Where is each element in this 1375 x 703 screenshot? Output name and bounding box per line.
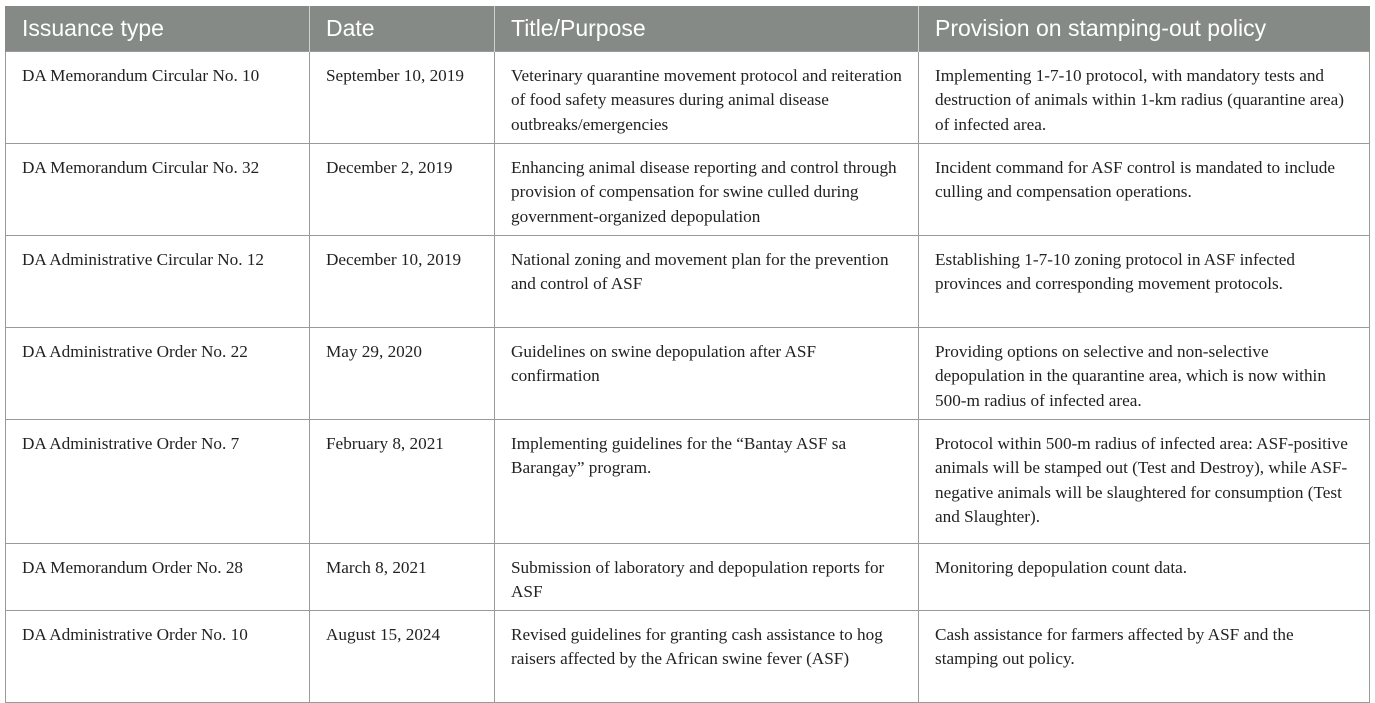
cell-title-purpose: National zoning and movement plan for the prevention and control of ASF	[495, 235, 919, 327]
header-date: Date	[310, 6, 495, 51]
cell-issuance-type: DA Memorandum Circular No. 10	[6, 51, 310, 143]
cell-issuance-type: DA Memorandum Circular No. 32	[6, 143, 310, 235]
header-row	[6, 6, 1370, 51]
cell-title-purpose: Implementing guidelines for the “Bantay ASF sa Barangay” program.	[495, 419, 919, 543]
cell-title-purpose: Veterinary quarantine movement protocol and reiteration of food safety measures during animal disease outbreaks/emergencies	[495, 51, 919, 143]
header-provision: Provision on stamping-out policy	[919, 6, 1370, 51]
table-row	[6, 143, 1370, 235]
table-row	[6, 327, 1370, 419]
cell-date: December 2, 2019	[310, 143, 495, 235]
cell-provision: Implementing 1-7-10 protocol, with mandatory tests and destruction of animals within 1-km radius (quarantine area) of infected area.	[919, 51, 1370, 143]
cell-date: December 10, 2019	[310, 235, 495, 327]
cell-provision: Establishing 1-7-10 zoning protocol in ASF infected provinces and corresponding movement protocols.	[919, 235, 1370, 327]
cell-provision: Monitoring depopulation count data.	[919, 543, 1370, 610]
cell-title-purpose: Revised guidelines for granting cash assistance to hog raisers affected by the African swine fever (ASF)	[495, 610, 919, 702]
cell-date: August 15, 2024	[310, 610, 495, 702]
cell-issuance-type: DA Administrative Order No. 10	[6, 610, 310, 702]
cell-issuance-type: DA Administrative Order No. 7	[6, 419, 310, 543]
table-body	[6, 51, 1370, 702]
cell-issuance-type: DA Administrative Order No. 22	[6, 327, 310, 419]
table-row	[6, 543, 1370, 610]
cell-provision: Protocol within 500-m radius of infected area: ASF-positive animals will be stamped out (Test and Destroy), while ASF-negative animals will be slaughtered for consumption (Test and Slaughter).	[919, 419, 1370, 543]
cell-issuance-type: DA Memorandum Order No. 28	[6, 543, 310, 610]
header-title-purpose: Title/Purpose	[495, 6, 919, 51]
cell-date: March 8, 2021	[310, 543, 495, 610]
cell-provision: Cash assistance for farmers affected by ASF and the stamping out policy.	[919, 610, 1370, 702]
cell-date: September 10, 2019	[310, 51, 495, 143]
table-row	[6, 419, 1370, 543]
cell-date: May 29, 2020	[310, 327, 495, 419]
table-row	[6, 51, 1370, 143]
cell-title-purpose: Enhancing animal disease reporting and control through provision of compensation for swine culled during government-organized depopulation	[495, 143, 919, 235]
table-row	[6, 610, 1370, 702]
cell-provision: Providing options on selective and non-selective depopulation in the quarantine area, which is now within 500-m radius of infected area.	[919, 327, 1370, 419]
cell-date: February 8, 2021	[310, 419, 495, 543]
cell-issuance-type: DA Administrative Circular No. 12	[6, 235, 310, 327]
policy-table	[5, 6, 1370, 703]
table-row	[6, 235, 1370, 327]
table-header	[6, 6, 1370, 51]
header-issuance-type: Issuance type	[6, 6, 310, 51]
cell-title-purpose: Guidelines on swine depopulation after ASF confirmation	[495, 327, 919, 419]
cell-provision: Incident command for ASF control is mandated to include culling and compensation operations.	[919, 143, 1370, 235]
cell-title-purpose: Submission of laboratory and depopulation reports for ASF	[495, 543, 919, 610]
